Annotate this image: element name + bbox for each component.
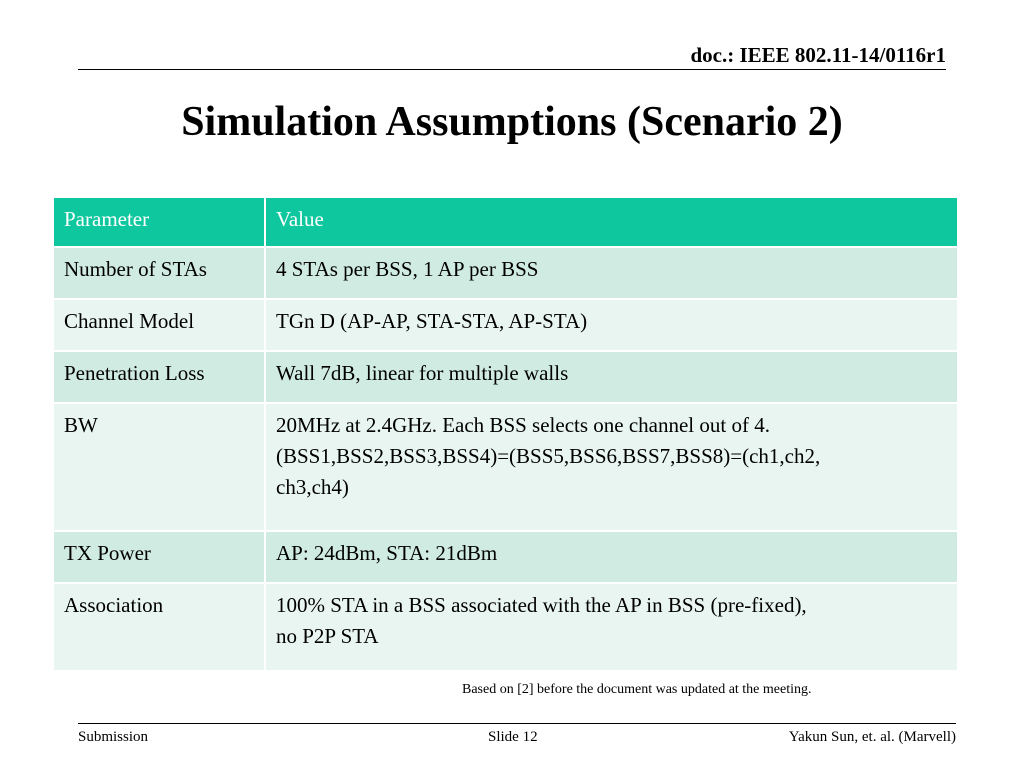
column-header-value: Value <box>265 197 958 247</box>
value-cell: 4 STAs per BSS, 1 AP per BSS <box>265 247 958 299</box>
footer-submission: Submission <box>78 729 149 745</box>
footer-rule <box>78 723 956 724</box>
footer-authors: Yakun Sun, et. al. (Marvell) <box>788 729 956 745</box>
parameters-table <box>52 196 959 672</box>
parameter-cell: TX Power <box>53 531 265 583</box>
footer-slide-number: Slide 12 <box>488 729 538 745</box>
table-row <box>53 403 958 531</box>
slide-title: Simulation Assumptions (Scenario 2) <box>181 99 843 145</box>
table-row <box>53 299 958 351</box>
parameter-cell: BW <box>53 403 265 531</box>
table-row <box>53 247 958 299</box>
value-cell: TGn D (AP-AP, STA-STA, AP-STA) <box>265 299 958 351</box>
value-cell: 20MHz at 2.4GHz. Each BSS selects one channel out of 4. (BSS1,BSS2,BSS3,BSS4)=(BSS5,BSS6,BSS7,BSS8)=(ch1,ch2, ch3,ch4) <box>265 403 958 531</box>
table-header-row <box>53 197 958 247</box>
parameter-cell: Penetration Loss <box>53 351 265 403</box>
value-cell: 100% STA in a BSS associated with the AP in BSS (pre-fixed), no P2P STA <box>265 583 958 671</box>
value-cell: AP: 24dBm, STA: 21dBm <box>265 531 958 583</box>
parameter-cell: Association <box>53 583 265 671</box>
header-rule <box>78 69 946 70</box>
document-id: doc.: IEEE 802.11-14/0116r1 <box>690 43 946 67</box>
parameter-cell: Number of STAs <box>53 247 265 299</box>
table-row <box>53 531 958 583</box>
table-row <box>53 583 958 671</box>
source-note: Based on [2] before the document was updated at the meeting. <box>462 682 812 697</box>
column-header-parameter: Parameter <box>53 197 265 247</box>
table-row <box>53 351 958 403</box>
parameter-cell: Channel Model <box>53 299 265 351</box>
value-cell: Wall 7dB, linear for multiple walls <box>265 351 958 403</box>
